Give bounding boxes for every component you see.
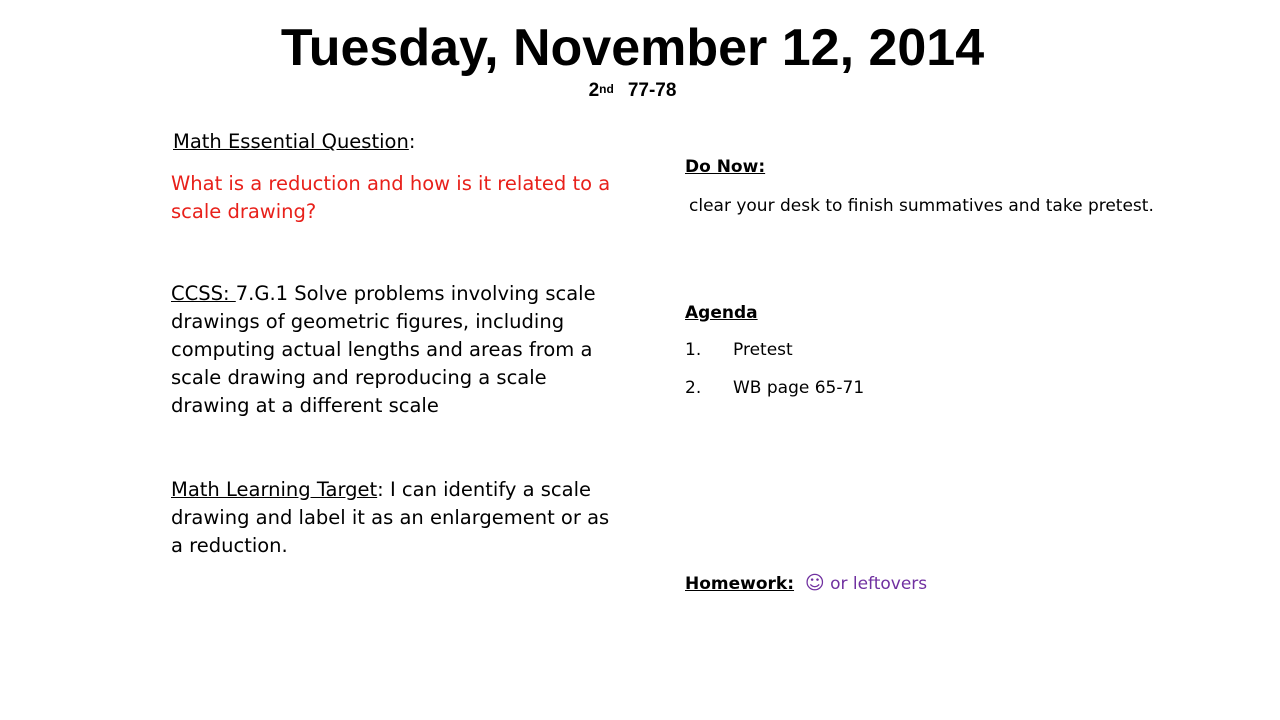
- essential-question-text: What is a reduction and how is it related to a scale drawing?: [171, 172, 611, 223]
- period-suffix: nd: [599, 82, 614, 96]
- homework-text: or leftovers: [830, 574, 928, 594]
- smiley-icon: ☺: [804, 572, 825, 594]
- essential-question-heading: Math Essential Question:: [173, 130, 416, 153]
- left-column: [171, 128, 611, 560]
- ccss-text: 7.G.1 Solve problems involving scale drawings of geometric figures, including computing actual lengths and areas from a scale drawing and reproducing a scale drawing at a different scale: [171, 282, 596, 417]
- do-now-text: clear your desk to finish summatives and take pretest.: [689, 196, 1154, 216]
- learning-target: Math Learning Target: I can identify a scale drawing and label it as an enlargement or as a reduction.: [171, 478, 610, 557]
- agenda-item: 2. WB page 65-71: [685, 378, 865, 398]
- homework-line: [685, 571, 1155, 597]
- ccss-standard: [171, 280, 611, 420]
- do-now-label: Do Now:: [685, 157, 766, 177]
- ccss-label: CCSS:: [171, 282, 236, 305]
- page-title: Tuesday, November 12, 2014: [280, 19, 985, 77]
- essential-question-label: Math Essential Question: [173, 130, 409, 153]
- right-column: [685, 155, 1155, 597]
- page-range: 77-78: [627, 80, 677, 101]
- learning-target-label: Math Learning Target: [171, 478, 378, 501]
- class-period-subtitle: [0, 78, 1265, 104]
- learning-target-text: I can identify a scale drawing and label it as an enlargement or as a reduction.: [171, 478, 610, 557]
- agenda-label: Agenda: [685, 303, 758, 323]
- homework-label: Homework:: [685, 574, 795, 594]
- agenda-item: 1. Pretest: [685, 340, 793, 360]
- agenda-list: [685, 338, 1155, 401]
- period-number: 2: [588, 80, 600, 101]
